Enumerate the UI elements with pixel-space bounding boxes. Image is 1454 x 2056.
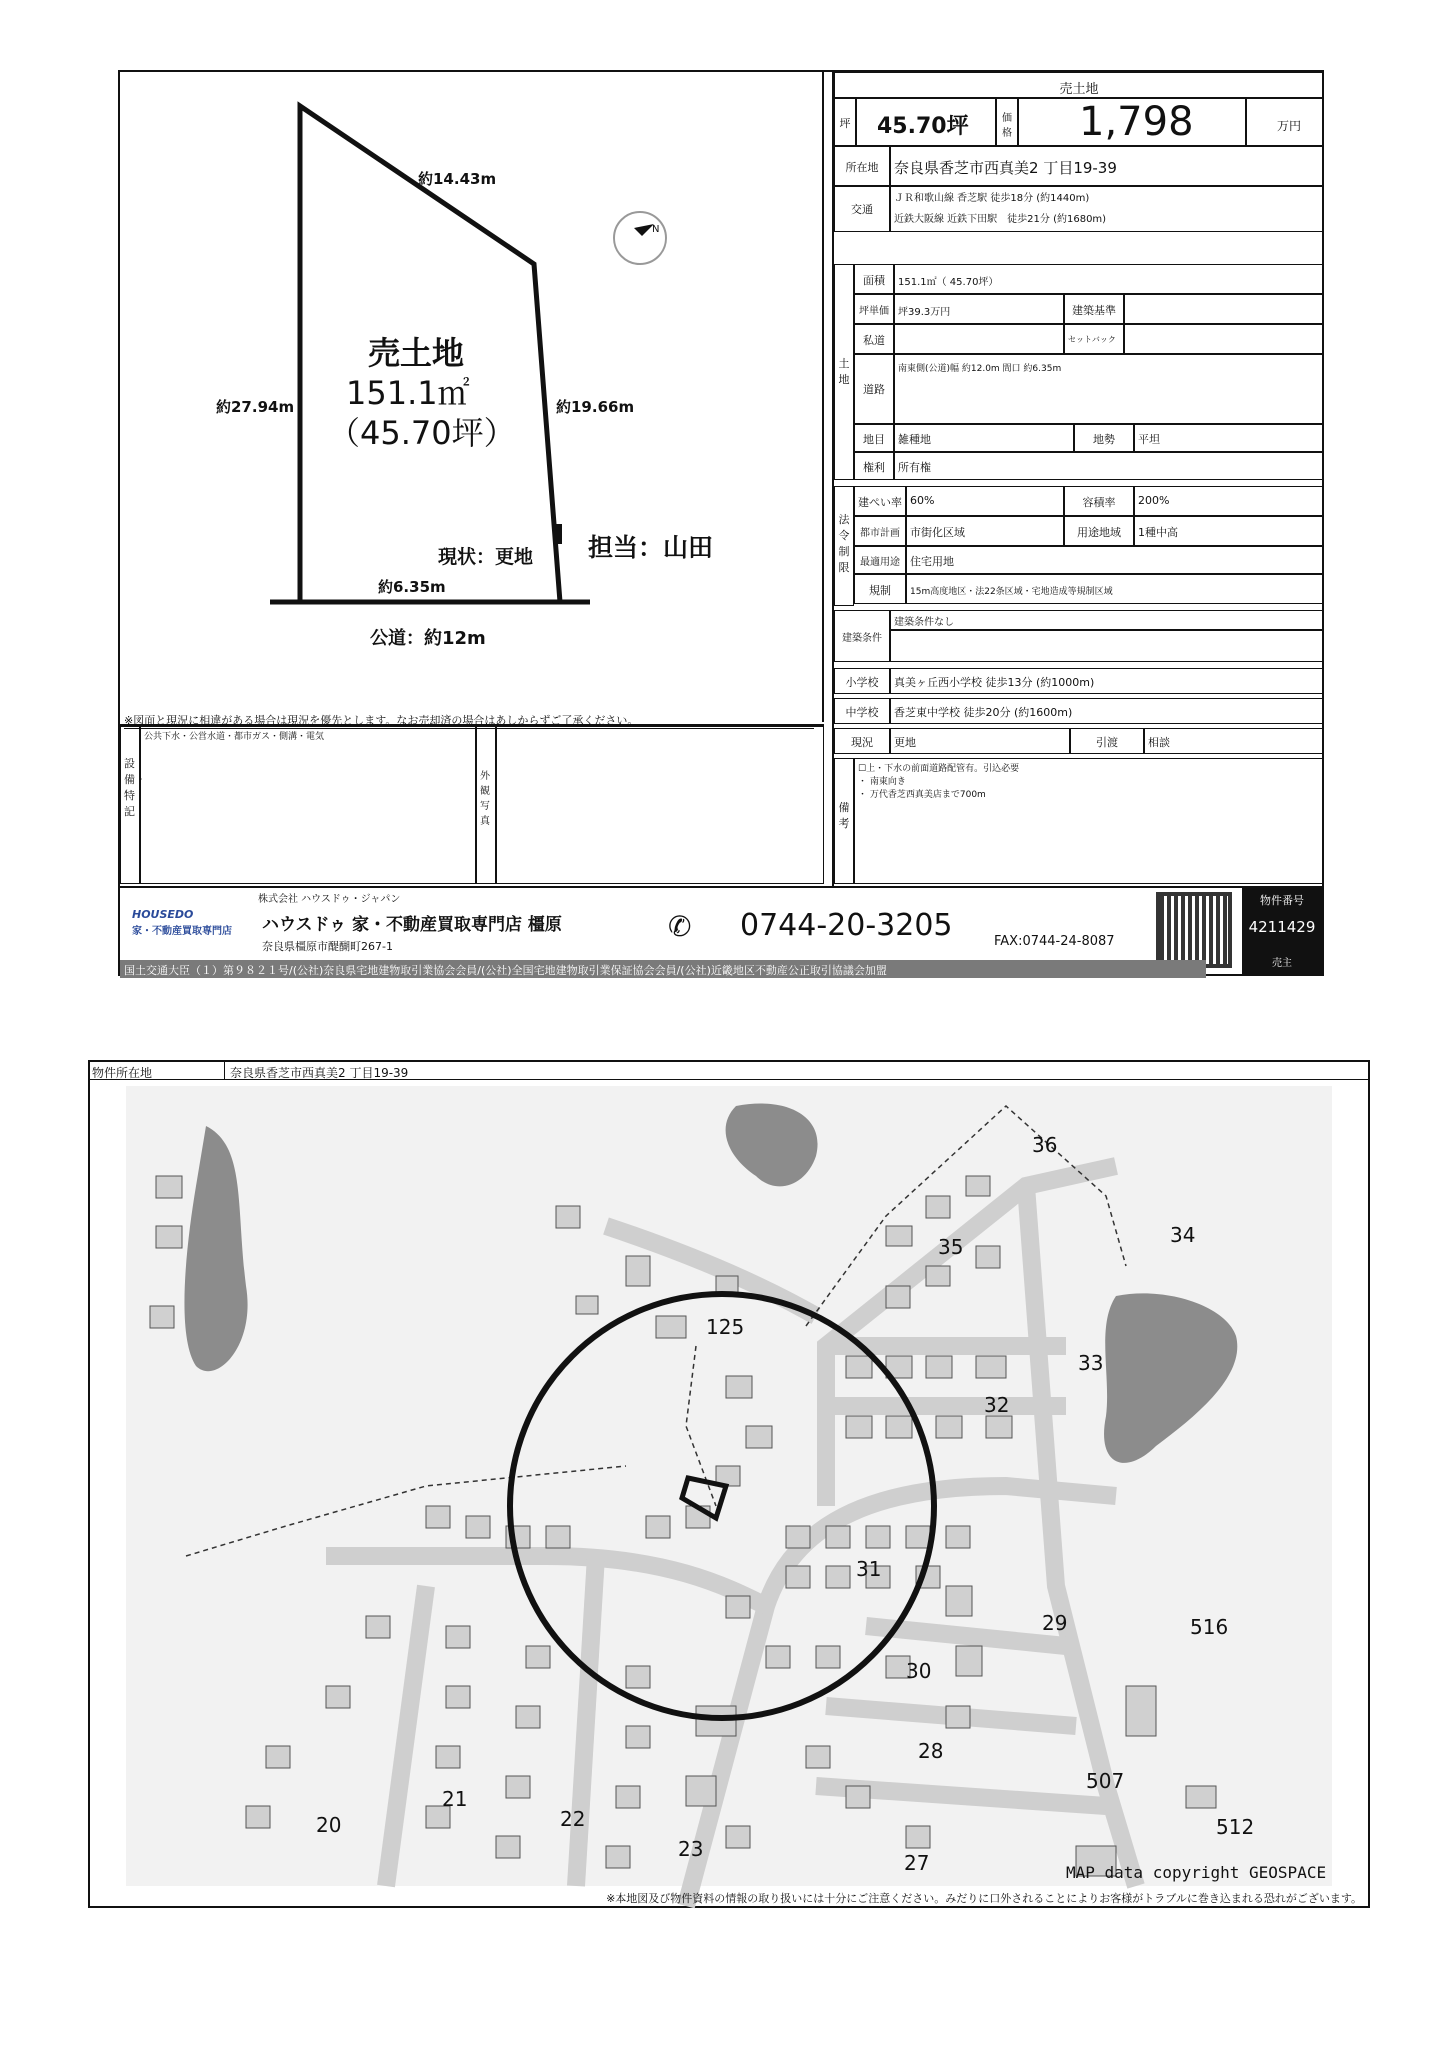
location-map (88, 1060, 1370, 1908)
compass-icon (614, 212, 666, 264)
tsubotanka-label: 坪単価 (854, 294, 894, 324)
map-header-value: 奈良県香芝市西真美2 丁目19-39 (230, 1066, 409, 1080)
joken-value: 建築条件なし (890, 610, 1324, 630)
map-canvas (126, 1086, 1332, 1886)
map-label-20: 20 (316, 1813, 342, 1837)
tsubotanka-value: 坪39.3万円 (894, 294, 1064, 324)
transport-line-2: 近鉄大阪線 近鉄下田駅 徒歩21分 (約1680m) (894, 214, 1107, 225)
logo-top: HOUSEDO (132, 908, 194, 921)
joken-blank (890, 630, 1324, 662)
tsubo-value: 45.70坪 (856, 98, 996, 146)
photo-area (496, 726, 824, 884)
genkyo-value: 更地 (890, 728, 1070, 754)
plot-marker (554, 524, 562, 544)
shop-address: 奈良県橿原市醍醐町267-1 (262, 940, 393, 953)
transport-line-1: ＪＲ和歌山線 香芝駅 徒歩18分 (約1440m) (894, 193, 1090, 204)
svg-text:N: N (652, 224, 660, 235)
map-label-21: 21 (442, 1787, 468, 1811)
biko-cell (854, 758, 1324, 884)
yoseki-label: 容積率 (1064, 486, 1134, 516)
kenri-value: 所有権 (894, 452, 1324, 480)
junior-value: 香芝東中学校 徒歩20分 (約1600m) (890, 698, 1324, 724)
info-header: 売土地 (834, 72, 1324, 98)
map-label-23: 23 (678, 1837, 704, 1861)
phone-icon: ✆ (668, 910, 692, 943)
kenchikukijun-label: 建築基準 (1064, 294, 1124, 324)
land-group-label: 土地 (834, 264, 854, 480)
plot-tsubo: （45.70坪） (328, 414, 516, 452)
law-group-label: 法令制限 (834, 486, 854, 606)
shido-value (894, 324, 1064, 354)
chisei-value: 平坦 (1134, 424, 1324, 452)
phone-number[interactable]: 0744-20-3205 (740, 908, 953, 943)
bukken-box (1242, 888, 1322, 976)
map-label-22: 22 (560, 1807, 586, 1831)
equipment-section (120, 724, 824, 884)
menseki-value: 151.1㎡（ 45.70坪） (894, 264, 1324, 294)
yoto-label: 用途地域 (1064, 516, 1134, 546)
menseki-label: 面積 (854, 264, 894, 294)
plot-title: 売土地 (368, 334, 465, 372)
status-label: 現状：更地 (438, 546, 534, 568)
map-label-34: 34 (1170, 1223, 1196, 1247)
map-note: ※本地図及び物件資料の情報の取り扱いには十分にご注意ください。みだりに口外されることによりお客様がトラブルに巻き込まれる恐れがございます。 (606, 1892, 1362, 1905)
info-table (832, 72, 1324, 886)
property-flyer (118, 70, 1324, 976)
map-label-36: 36 (1032, 1133, 1058, 1157)
map-label-512: 512 (1216, 1815, 1255, 1839)
price-label: 価格 (996, 98, 1018, 146)
road-label: 公道：約12m (370, 628, 486, 649)
dim-right: 約19.66m (556, 398, 635, 416)
map-label-32: 32 (984, 1393, 1010, 1417)
disclaimer-text: ※図面と現況に相違がある場合は現況を優先とします。なお売却済の場合はあしからずご了承ください。 (124, 712, 814, 729)
kenpei-value: 60% (906, 486, 1064, 516)
setback-label: セットバック (1064, 324, 1124, 354)
kenchikukijun-value (1124, 294, 1324, 324)
yoseki-value: 200% (1134, 486, 1324, 516)
location-label: 所在地 (834, 146, 890, 186)
saiteki-value: 住宅用地 (906, 546, 1324, 574)
hikiwatashi-value: 相談 (1144, 728, 1324, 754)
chisei-label: 地勢 (1074, 424, 1134, 452)
photo-label: 外観写真 (476, 726, 496, 884)
chimoku-value: 雑種地 (894, 424, 1074, 452)
map-copyright: MAP data copyright GEOSPACE (1066, 1863, 1327, 1882)
qr-code-icon (1156, 892, 1232, 968)
map-header (90, 1062, 1368, 1080)
equip-utilities: 公共下水・公営水道・都市ガス・側溝・電気 (140, 726, 476, 884)
map-header-label: 物件所在地 (92, 1066, 153, 1080)
kenpei-label: 建ぺい率 (854, 486, 906, 516)
fax-number: FAX:0744-24-8087 (994, 934, 1115, 949)
dim-bottom: 約6.35m (378, 578, 446, 596)
map-label-29: 29 (1042, 1611, 1068, 1635)
license-bar: 国土交通大臣（１）第９８２１号/(公社)奈良県宅地建物取引業協会会員/(公社)全国宅地建物取引業保証協会会員/(公社)近畿地区不動産公正取引協議会加盟 (120, 960, 1206, 978)
junior-label: 中学校 (834, 698, 890, 724)
map-label-516: 516 (1190, 1615, 1229, 1639)
shido-label: 私道 (854, 324, 894, 354)
staff-label: 担当：山田 (588, 533, 714, 562)
shop-name: ハウスドゥ 家・不動産買取専門店 橿原 (262, 915, 562, 935)
kisei-label: 規制 (854, 574, 906, 604)
equip-label: 設備・特記 (120, 726, 140, 884)
genkyo-label: 現況 (834, 728, 890, 754)
map-label-35: 35 (938, 1235, 964, 1259)
biko-line-2: ・ 南東向き (858, 777, 906, 787)
toshi-label: 都市計画 (854, 516, 906, 546)
tsubo-label: 坪 (834, 98, 856, 146)
company-small: 株式会社 ハウスドゥ・ジャパン (258, 894, 401, 905)
kisei-value: 15m高度地区・法22条区域・宅地造成等規制区域 (906, 574, 1324, 604)
transport-label: 交通 (834, 186, 890, 232)
biko-label: 備考 (834, 758, 854, 884)
map-label-507: 507 (1086, 1769, 1125, 1793)
dim-left: 約27.94m (216, 398, 295, 416)
map-label-125: 125 (706, 1315, 745, 1339)
joken-label: 建築条件 (834, 610, 890, 662)
map-label-27: 27 (904, 1851, 930, 1875)
setback-value (1124, 324, 1324, 354)
toshi-value: 市街化区域 (906, 516, 1064, 546)
price-value: 1,798 (1018, 98, 1246, 146)
bukken-number: 4211429 (1248, 918, 1316, 936)
location-value: 奈良県香芝市西真美2 丁目19-39 (890, 146, 1324, 186)
chimoku-label: 地目 (854, 424, 894, 452)
kenri-label: 権利 (854, 452, 894, 480)
biko-line-1: ☐上・下水の前面道路配管有。引込必要 (858, 764, 1020, 774)
doro-value: 南東側(公道)幅 約12.0m 間口 約6.35m (894, 354, 1324, 424)
bukken-label: 物件番号 (1260, 894, 1304, 907)
biko-line-3: ・ 万代香芝西真美店まで700m (858, 790, 986, 800)
yoto-value: 1種中高 (1134, 516, 1324, 546)
map-label-30: 30 (906, 1659, 932, 1683)
plot-diagram-panel (120, 72, 824, 727)
elem-label: 小学校 (834, 668, 890, 694)
map-label-31: 31 (856, 1557, 882, 1581)
price-unit: 万円 (1246, 98, 1324, 146)
map-label-28: 28 (918, 1739, 944, 1763)
hikiwatashi-label: 引渡 (1070, 728, 1144, 754)
elem-value: 真美ヶ丘西小学校 徒歩13分 (約1000m) (890, 668, 1324, 694)
seller-label: 売主 (1272, 958, 1292, 969)
transport-cell (890, 186, 1324, 232)
map-header-divider (224, 1062, 225, 1080)
doro-label: 道路 (854, 354, 894, 424)
saiteki-label: 最適用途 (854, 546, 906, 574)
plot-area: 151.1㎡ (346, 374, 470, 412)
map-label-33: 33 (1078, 1351, 1104, 1375)
dim-top: 約14.43m (418, 170, 497, 188)
logo-bottom: 家・不動産買取専門店 (132, 926, 232, 937)
